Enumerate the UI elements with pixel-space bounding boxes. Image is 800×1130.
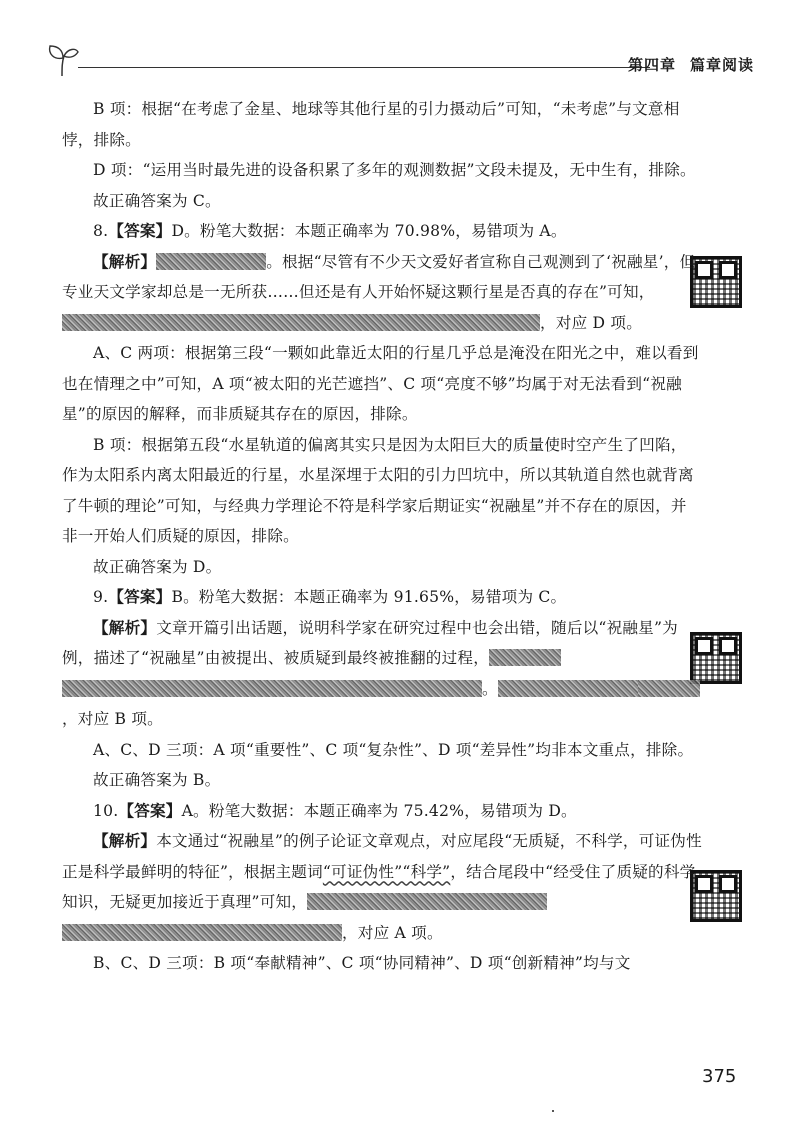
answer-label: 【答案】	[118, 800, 182, 820]
paragraph: 故正确答案为 D。	[93, 557, 222, 576]
redacted-text	[489, 649, 561, 666]
analysis-label: 【解析】	[93, 617, 157, 637]
page-header	[42, 40, 754, 80]
answer-text: D。粉笔大数据：本题正确率为 70.98%，易错项为 A。	[171, 222, 567, 240]
question-number: 10.	[93, 801, 119, 820]
redacted-text	[62, 314, 540, 331]
sprout-icon	[42, 40, 82, 80]
analysis-text: ，对应 B 项。	[62, 710, 163, 728]
page-number: 375	[702, 1066, 737, 1087]
answer-label: 【答案】	[108, 221, 172, 240]
analysis-q8	[62, 247, 702, 339]
analysis-label: 【解析】	[93, 251, 157, 271]
redacted-text	[307, 893, 547, 910]
keyword-highlight: “可证伪性”“科学”	[322, 862, 451, 881]
answer-q9	[62, 582, 702, 613]
paragraph: B、C、D 三项：B 项“奉献精神”、C 项“协同精神”、D 项“创新精神”均与文	[93, 954, 631, 972]
answer-text: A。粉笔大数据：本题正确率为 75.42%，易错项为 D。	[181, 801, 577, 820]
redacted-text	[62, 924, 342, 941]
header-rule	[78, 67, 650, 68]
analysis-text: 本文通过“祝融星”的例子论证文章观点，对应尾段“无质疑，不科学，可证伪性正是科学最鲜明的特征”，根据主题词	[62, 832, 702, 881]
paragraph: D 项：“运用当时最先进的设备积累了多年的观测数据”文段未提及，无中生有，排除。	[93, 161, 696, 179]
chapter-title	[614, 54, 754, 75]
analysis-label: 【解析】	[93, 831, 157, 850]
answer-label: 【答案】	[108, 587, 172, 606]
redacted-text	[62, 680, 482, 697]
answer-q10	[62, 796, 702, 827]
analysis-text: ，对应 D 项。	[540, 313, 642, 332]
analysis-text: ，对应 A 项。	[342, 923, 443, 942]
analysis-text: 文章开篇引出话题，说明科学家在研究过程中也会出错，随后以“祝融星”为例，描述了“祝融星”由被提出、被质疑到最终被推翻的过程，	[62, 618, 678, 667]
question-number: 9.	[93, 588, 109, 606]
redacted-text	[498, 680, 638, 697]
paragraph: 故正确答案为 C。	[93, 191, 221, 210]
answer-text: B。粉笔大数据：本题正确率为 91.65%，易错项为 C。	[171, 588, 567, 606]
analysis-q10	[62, 826, 702, 948]
paragraph: A、C 两项：根据第三段“一颗如此靠近太阳的行星几乎总是淹没在阳光之中，难以看到也在情理之中”可知，A 项“被太阳的光芒遮挡”、C 项“亮度不够”均属于对无法看到“祝融星”的原因的解释，而非质疑其存在的原因，排除。	[62, 344, 699, 423]
question-number: 8.	[93, 222, 109, 240]
analysis-text: 。根据“尽管有不少天文爱好者宣称自己观测到了‘祝融星’，但专业天文学家却总是一无所获……但还是有人开始怀疑这颗行星是否真的存在”可知，	[62, 252, 696, 301]
analysis-text: ，结合尾段中“经受住了质疑的科学知识，无疑更加接近于真理”可知，	[62, 862, 696, 911]
analysis-q9	[62, 613, 702, 735]
answer-q8	[62, 216, 702, 247]
paragraph: A、C、D 三项：A 项“重要性”、C 项“复杂性”、D 项“差异性”均非本文重点，排除。	[93, 740, 694, 759]
chapter-label: 第四章	[627, 56, 676, 74]
paragraph: 故正确答案为 B。	[93, 771, 221, 789]
paragraph: B 项：根据“在考虑了金星、地球等其他行星的引力摄动后”可知，“未考虑”与文意相悖，排除。	[62, 100, 680, 149]
scan-dot	[552, 1110, 554, 1112]
redacted-text	[638, 680, 700, 697]
analysis-text: 。	[482, 679, 498, 698]
page-body	[62, 94, 702, 979]
paragraph: B 项：根据第五段“水星轨道的偏离其实只是因为太阳巨大的质量使时空产生了凹陷，作为太阳系内离太阳最近的行星，水星深埋于太阳的引力凹坑中，所以其轨道自然也就背离了牛顿的理论”可知，与经典力学理论不符是科学家后期证实“祝融星”并不存在的原因，并非一开始人们质疑的原因，排除。	[62, 435, 694, 545]
redacted-text	[156, 253, 266, 270]
section-label: 篇章阅读	[689, 56, 754, 74]
